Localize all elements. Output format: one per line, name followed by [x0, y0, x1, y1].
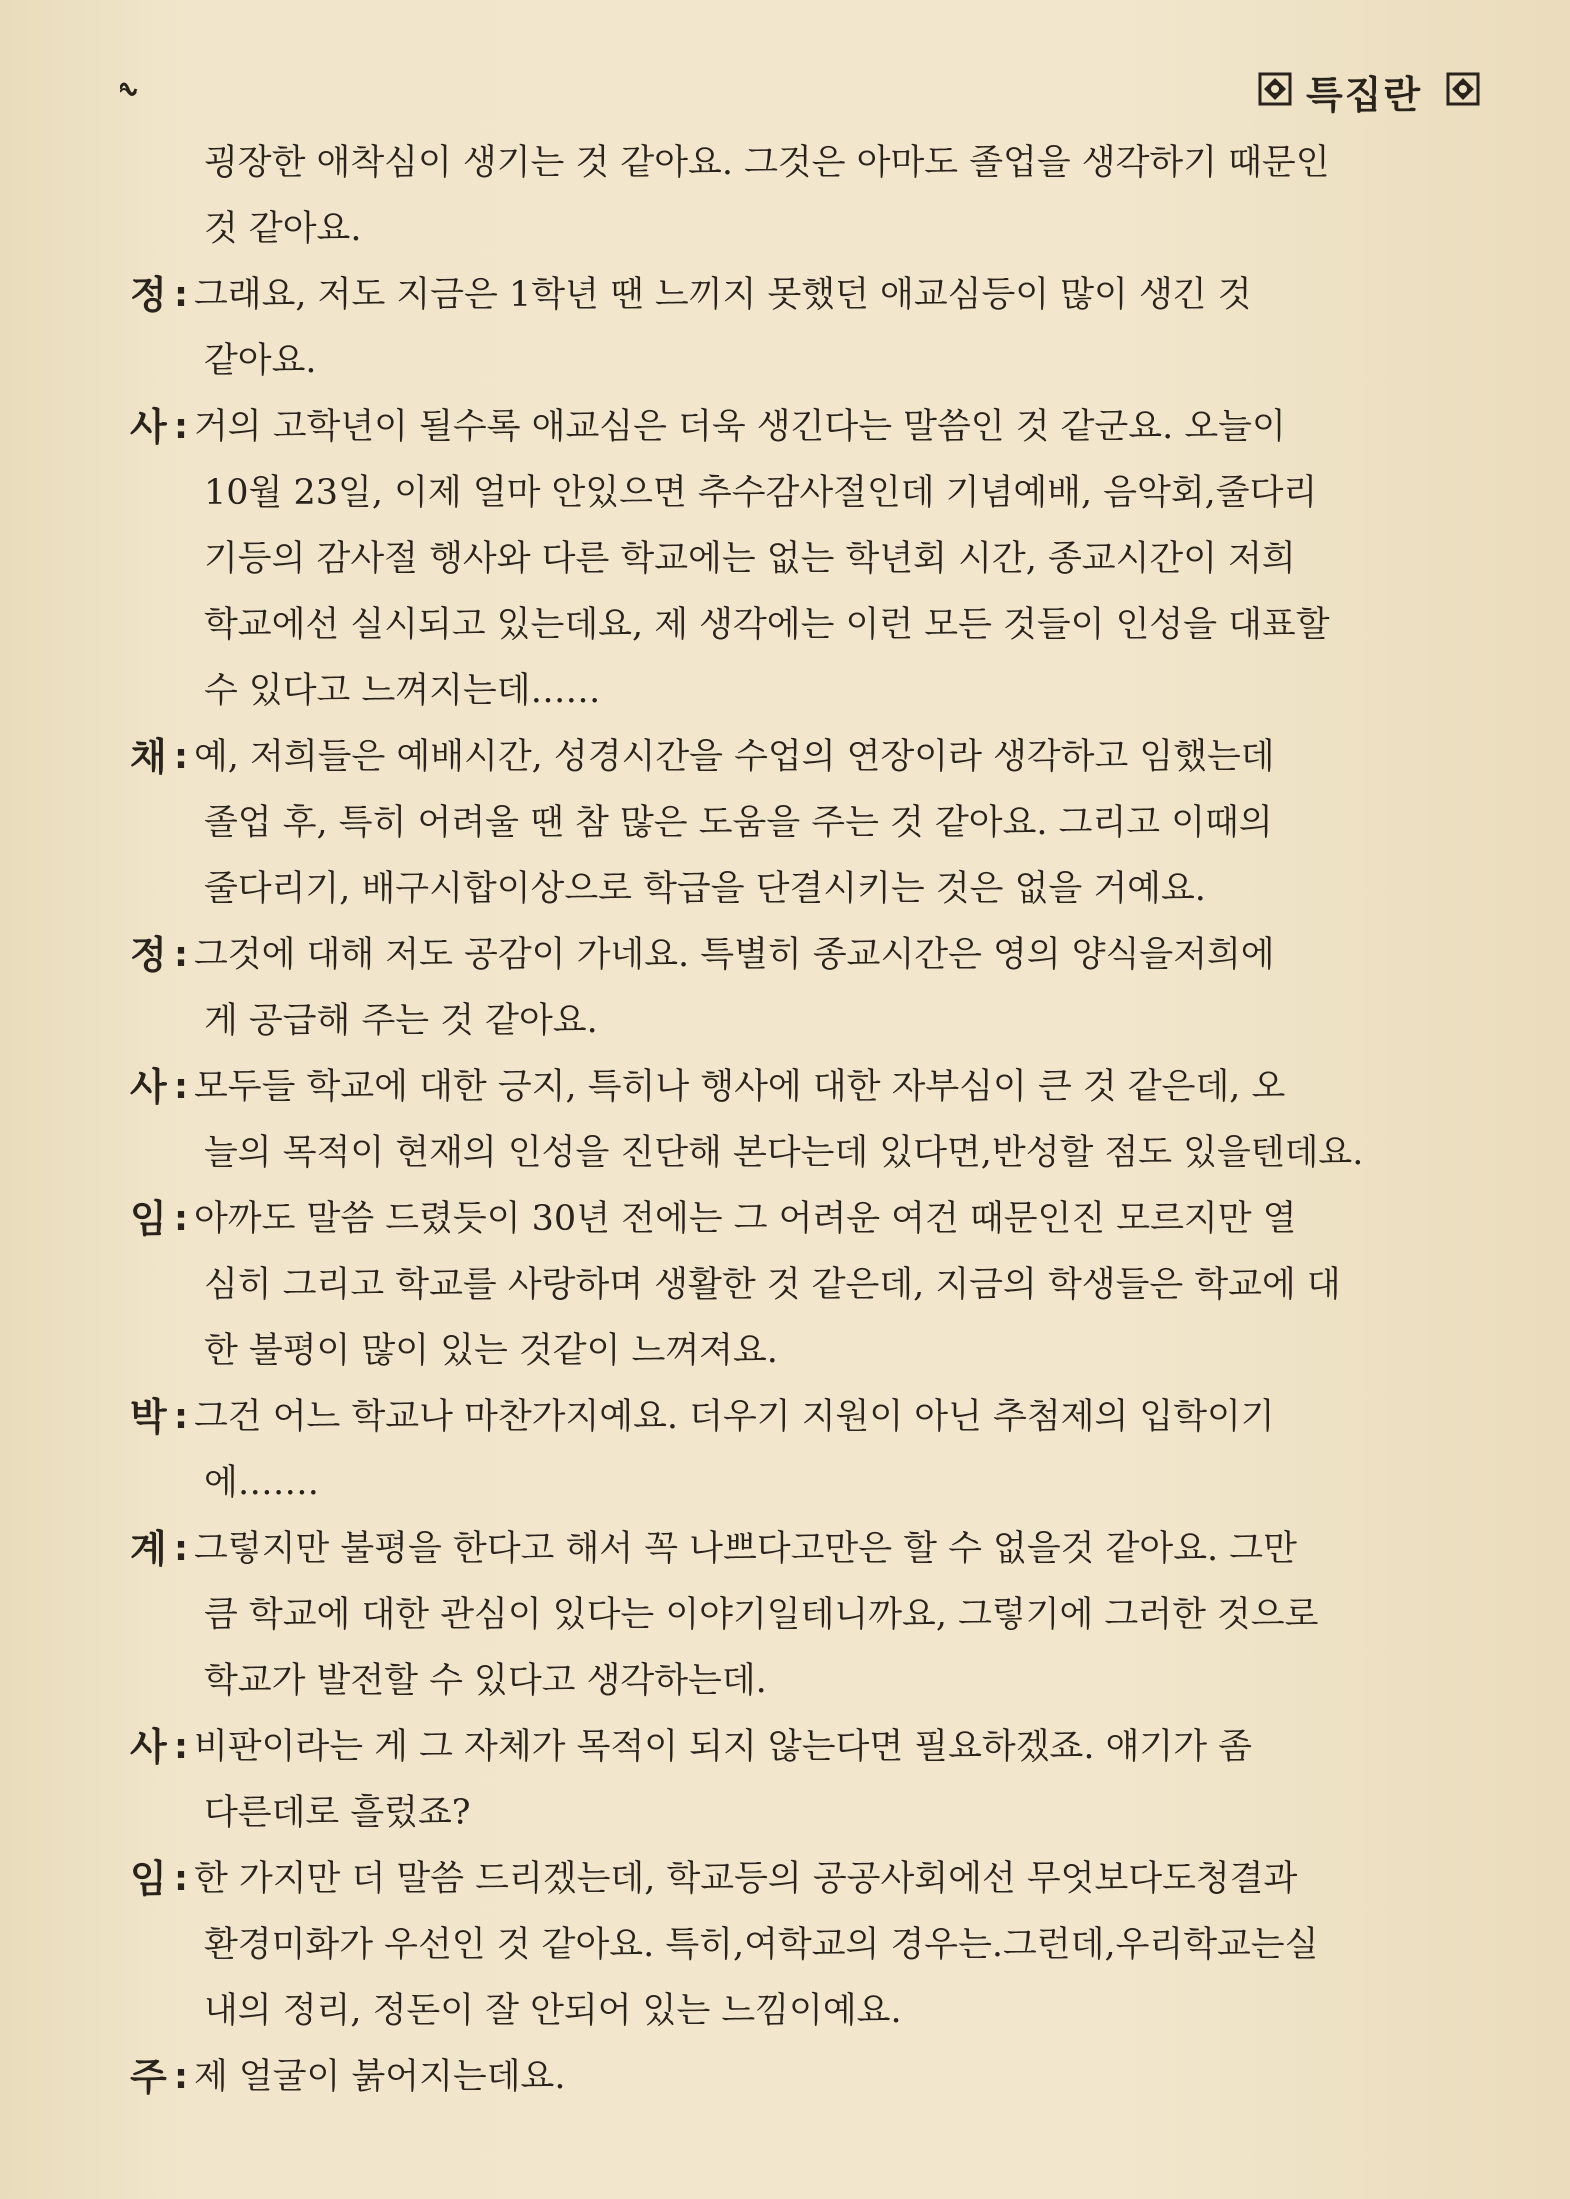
speaker-label: 사 [130, 405, 167, 449]
speaker-paragraph [130, 262, 1500, 394]
text-line: 환경미화가 우선인 것 같아요. 특히,여학교의 경우는.그런데,우리학교는실 [204, 1925, 1319, 1965]
line-text: 제 얼굴이 붉어지는데요. [194, 2057, 566, 2097]
line-text: 아까도 말씀 드렸듯이 30년 전에는 그 어려운 여건 때문인진 모르지만 열 [194, 1199, 1297, 1239]
line-text: 한 가지만 더 말씀 드리겠는데, 학교등의 공공사회에선 무엇보다도청결과 [194, 1859, 1298, 1899]
interview-transcript [130, 130, 1500, 2110]
text-line: 큼 학교에 대한 관심이 있다는 이야기일테니까요, 그렇기에 그러한 것으로 [204, 1595, 1319, 1635]
speaker-label: 사 [130, 1065, 167, 1109]
text-line: 10월 23일, 이제 얼마 안있으면 추수감사절인데 기념예배, 음악회,줄다리 [204, 473, 1318, 513]
line-text: 모두들 학교에 대한 긍지, 특히나 행사에 대한 자부심이 큰 것 같은데, 오 [194, 1067, 1286, 1107]
speaker-label: 계 [130, 1527, 167, 1571]
text-line [174, 394, 1500, 460]
text-line [174, 724, 1500, 790]
speaker-paragraph [130, 1054, 1500, 1186]
speaker-paragraph [130, 394, 1500, 724]
text-line: 학교가 발전할 수 있다고 생각하는데. [204, 1661, 767, 1701]
colon-separator: : [174, 1199, 188, 1239]
line-text: 비판이라는 게 그 자체가 목적이 되지 않는다면 필요하겠죠. 얘기가 좀 [194, 1727, 1252, 1767]
text-line [174, 1846, 1500, 1912]
speaker-label: 사 [130, 1725, 167, 1769]
speaker-label: 정 [130, 273, 167, 317]
text-line [174, 922, 1500, 988]
section-title: 특집란 [1306, 72, 1423, 117]
text-line: 수 있다고 느껴지는데…… [204, 671, 601, 711]
text-line: 한 불평이 많이 있는 것같이 느껴져요. [204, 1331, 778, 1371]
text-line [174, 262, 1500, 328]
line-text: 그것에 대해 저도 공감이 가네요. 특별히 종교시간은 영의 양식을저희에 [194, 935, 1275, 975]
line-text: 거의 고학년이 될수록 애교심은 더욱 생긴다는 말씀인 것 같군요. 오늘이 [194, 407, 1286, 447]
text-line [174, 1384, 1500, 1450]
continuation-paragraph [130, 130, 1500, 262]
line-text: 그래요, 저도 지금은 1학년 땐 느끼지 못했던 애교심등이 많이 생긴 것 [194, 275, 1252, 315]
colon-separator: : [174, 275, 188, 315]
colon-separator: : [174, 1067, 188, 1107]
colon-separator: : [174, 1397, 188, 1437]
speaker-paragraph [130, 724, 1500, 922]
text-line: 다른데로 흘렀죠? [204, 1793, 471, 1833]
text-line [174, 1516, 1500, 1582]
line-text: 그건 어느 학교나 마찬가지예요. 더우기 지원이 아닌 추첨제의 입학이기 [194, 1397, 1275, 1437]
text-line: 굉장한 애착심이 생기는 것 같아요. 그것은 아마도 졸업을 생각하기 때문인 [204, 143, 1330, 183]
line-text: 예, 저희들은 예배시간, 성경시간을 수업의 연장이라 생각하고 임했는데 [194, 737, 1275, 777]
speaker-label: 박 [130, 1395, 167, 1439]
colon-separator: : [174, 2057, 188, 2097]
speaker-paragraph [130, 1186, 1500, 1384]
speaker-label: 채 [130, 735, 167, 779]
page-header [120, 62, 1480, 118]
diamond-ornament-icon [1258, 72, 1292, 106]
text-line: 학교에선 실시되고 있는데요, 제 생각에는 이런 모든 것들이 인성을 대표할 [204, 605, 1330, 645]
text-line: 줄다리기, 배구시합이상으로 학급을 단결시키는 것은 없을 거예요. [204, 869, 1206, 909]
speaker-label: 주 [130, 2055, 167, 2099]
text-line: 기등의 감사절 행사와 다른 학교에는 없는 학년회 시간, 종교시간이 저희 [204, 539, 1296, 579]
text-line [174, 2044, 1500, 2110]
speaker-paragraph [130, 1846, 1500, 2044]
ornamental-rule [120, 76, 1248, 102]
speaker-paragraph [130, 1714, 1500, 1846]
text-line: 늘의 목적이 현재의 인성을 진단해 본다는데 있다면,반성할 점도 있을텐데요. [204, 1133, 1364, 1173]
line-text: 그렇지만 불평을 한다고 해서 꼭 나쁘다고만은 할 수 없을것 같아요. 그만 [194, 1529, 1297, 1569]
speaker-paragraph [130, 1384, 1500, 1516]
speaker-label: 임 [130, 1197, 167, 1241]
colon-separator: : [174, 1727, 188, 1767]
colon-separator: : [174, 737, 188, 777]
text-line [174, 1186, 1500, 1252]
text-line: 게 공급해 주는 것 같아요. [204, 1001, 598, 1041]
text-line: 내의 정리, 정돈이 잘 안되어 있는 느낌이예요. [204, 1991, 902, 2031]
colon-separator: : [174, 1529, 188, 1569]
speaker-paragraph [130, 2044, 1500, 2110]
text-line: 것 같아요. [204, 209, 362, 249]
speaker-label: 정 [130, 933, 167, 977]
text-line: 심히 그리고 학교를 사랑하며 생활한 것 같은데, 지금의 학생들은 학교에 대 [204, 1265, 1341, 1305]
text-line: 에……. [204, 1463, 319, 1503]
speaker-label: 임 [130, 1857, 167, 1901]
colon-separator: : [174, 1859, 188, 1899]
text-line [174, 1054, 1500, 1120]
colon-separator: : [174, 407, 188, 447]
colon-separator: : [174, 935, 188, 975]
text-line: 졸업 후, 특히 어려울 땐 참 많은 도움을 주는 것 같아요. 그리고 이때의 [204, 803, 1273, 843]
text-line [174, 1714, 1500, 1780]
speaker-paragraph [130, 1516, 1500, 1714]
speaker-paragraph [130, 922, 1500, 1054]
text-line: 같아요. [204, 341, 317, 381]
diamond-ornament-icon [1446, 72, 1480, 106]
